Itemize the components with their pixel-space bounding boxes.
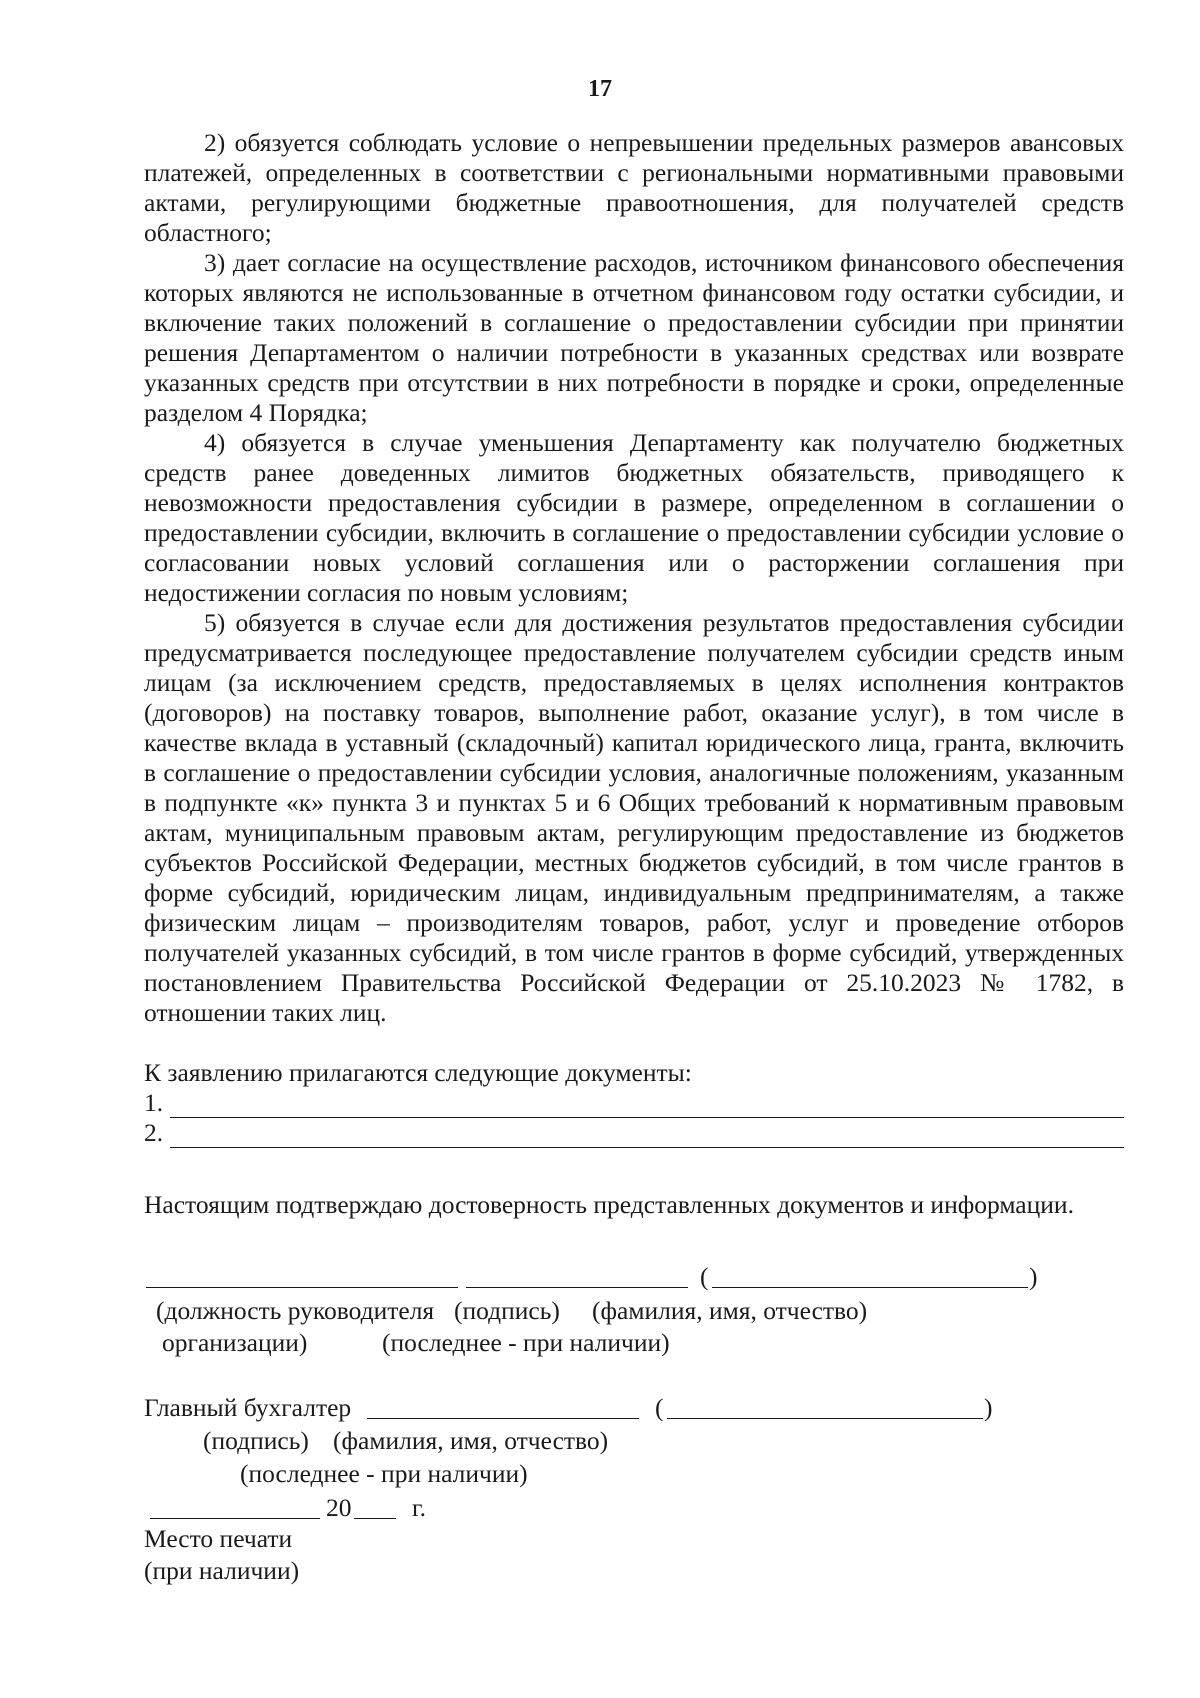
attachment-number: 2.: [144, 1118, 164, 1147]
date-century: 20: [326, 1493, 352, 1522]
attachment-fill-line: [170, 1095, 1124, 1118]
caption-name: (фамилия, имя, отчество): [592, 1296, 868, 1325]
attachments-heading: К заявлению прилагаются следующие документы:: [144, 1058, 692, 1087]
close-paren: ): [1029, 1262, 1038, 1291]
caption-name: (фамилия, имя, отчество): [333, 1426, 609, 1455]
caption-position: (должность руководителя: [156, 1296, 435, 1325]
signature-line: [466, 1287, 688, 1288]
page-number: 17: [588, 76, 612, 102]
caption-position-2: организации): [162, 1328, 308, 1357]
paragraph-item-4: 4) обязуется в случае уменьшения Департаменту как получателю бюджетных средств ранее доведенных лимитов бюджетных обязательств, приводящего к невозможности предоставления субсидии в размере, определенном в соглашении о предоставлении субсидии, включить в соглашение о предоставлении субсидии условие о согласовании новых условий соглашения или о расторжении соглашения при недостижении согласия по новым условиям;: [144, 428, 1124, 607]
caption-name-2: (последнее - при наличии): [240, 1459, 528, 1488]
caption-signature: (подпись): [203, 1426, 309, 1455]
attachment-line-1: [144, 1088, 1124, 1118]
caption-name-2: (последнее - при наличии): [382, 1328, 670, 1357]
confirmation-text: Настоящим подтверждаю достоверность представленных документов и информации.: [144, 1190, 1074, 1219]
date-year-line: [354, 1518, 396, 1519]
name-line: [712, 1287, 1028, 1288]
caption-signature: (подпись): [454, 1296, 560, 1325]
accountant-signature-line: [367, 1418, 639, 1419]
accountant-label: Главный бухгалтер: [144, 1393, 352, 1422]
date-day-month-line: [150, 1518, 320, 1519]
open-paren: (: [655, 1393, 664, 1422]
accountant-name-line: [667, 1418, 983, 1419]
stamp-line-1: Место печати: [144, 1524, 293, 1553]
position-line: [146, 1287, 458, 1288]
paragraph-item-5: 5) обязуется в случае если для достижения результатов предоставления субсидии предусматривается последующее предоставление получателем субсидии средств иным лицам (за исключением средств, предоставляемых в целях исполнения контрактов (договоров) на поставку товаров, выполнение работ, оказание услуг), в том числе в качестве вклада в уставный (складочный) капитал юридического лица, гранта, включить в соглашение о предоставлении субсидии условия, аналогичные положениям, указанным в подпункте «к» пункта 3 и пунктах 5 и 6 Общих требований к нормативным правовым актам, муниципальным правовым актам, регулирующим предоставление из бюджетов субъектов Российской Федерации, местных бюджетов субсидий, в том числе грантов в форме субсидий, юридическим лицам, индивидуальным предпринимателям, а также физическим лицам – производителям товаров, работ, услуг и проведение отборов получателей указанных субсидий, в том числе грантов в форме субсидий, утвержденных постановлением Правительства Российской Федерации от 25.10.2023 № 1782, в отношении таких лиц.: [144, 608, 1124, 1027]
close-paren: ): [984, 1393, 993, 1422]
open-paren: (: [700, 1262, 709, 1291]
attachment-fill-line: [170, 1125, 1124, 1148]
paragraph-item-3: 3) дает согласие на осуществление расходов, источником финансового обеспечения которых являются не использованные в отчетном финансовом году остатки субсидии, и включение таких положений в соглашение о предоставлении субсидии при принятии решения Департаментом о наличии потребности в указанных средствах или возврате указанных средств при отсутствии в них потребности в порядке и сроки, определенные разделом 4 Порядка;: [144, 248, 1124, 427]
attachment-line-2: [144, 1118, 1124, 1148]
attachment-number: 1.: [144, 1088, 164, 1117]
date-suffix: г.: [412, 1493, 426, 1522]
document-body: [144, 128, 1124, 1220]
stamp-line-2: (при наличии): [144, 1556, 300, 1585]
paragraph-item-2: 2) обязуется соблюдать условие о непревышении предельных размеров авансовых платежей, определенных в соответствии с региональными нормативными правовыми актами, регулирующими бюджетные правоотношения, для получателей средств областного;: [144, 128, 1124, 247]
